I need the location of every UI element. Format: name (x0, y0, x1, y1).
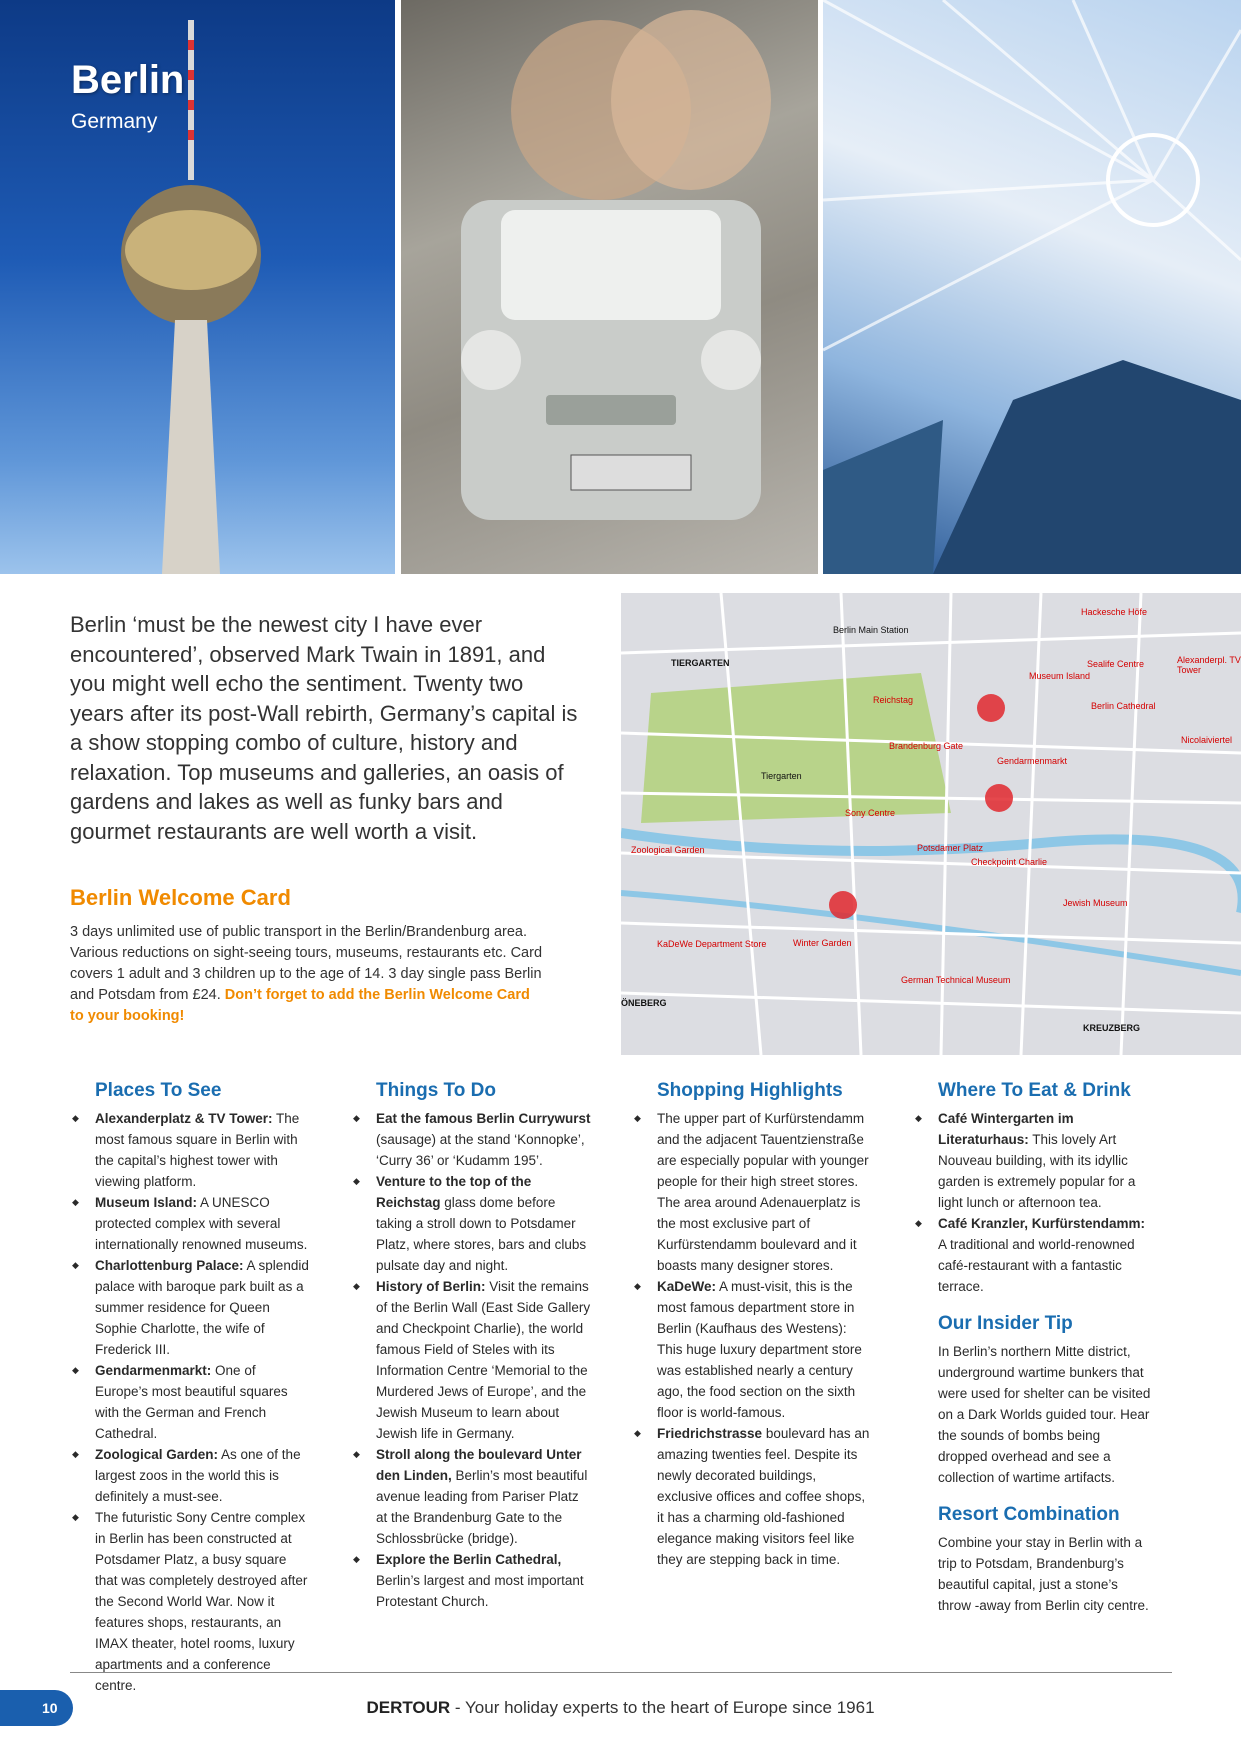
list-item: ◆ History of Berlin: Visit the remains of the Berlin Wall (East Side Gallery and Checkpoint Charlie), the world famous Field of Steles with its Information Centre ‘Memorial to the Murdered Jews of Europe’, and the Jewish Museum to learn about Jewish life in Germany. (351, 1276, 591, 1444)
shopping-column (632, 1080, 872, 1570)
list-item: ◆ The futuristic Sony Centre complex in Berlin has been constructed at Potsdamer Platz, a busy square that was completely destroyed after the Second World War. Now it features shops, restaurants, an IMAX theater, hotel rooms, luxury apartments and a conference centre. (70, 1507, 310, 1696)
map-district: Berlin Main Station (833, 625, 909, 635)
map-label: Sealife Centre (1087, 659, 1145, 669)
resort-combination-heading: Resort Combination (938, 1504, 1120, 1525)
places-heading: Places To See (95, 1080, 222, 1101)
footer-divider (70, 1672, 1172, 1673)
things-list (351, 1108, 591, 1612)
tv-tower-photo (0, 0, 395, 574)
list-item: ◆ Zoological Garden: As one of the largest zoos in the world this is definitely a must-see. (70, 1444, 310, 1507)
map-label: Berlin Cathedral (1091, 701, 1156, 711)
map-label: German Technical Museum (901, 975, 1011, 985)
sony-centre-photo (823, 0, 1241, 574)
berlin-wall-trabant-photo (401, 0, 818, 574)
map-label: KaDeWe Department Store (657, 939, 767, 949)
map-label: Winter Garden (793, 938, 852, 948)
map-label: Alexanderpl. TV Tower (1177, 655, 1241, 675)
footer-tagline (0, 1698, 1241, 1718)
list-item: ◆ Alexanderplatz & TV Tower: The most famous square in Berlin with the capital’s highest tower with viewing platform. (70, 1108, 310, 1192)
intro-paragraph: Berlin ‘must be the newest city I have ever encountered’, observed Mark Twain in 1891, and you might well echo the sentiment. Twenty two years after its post-Wall rebirth, Germany’s capital is a show stopping combo of culture, history and relaxation. Top museums and galleries, an oasis of gardens and lakes as well as funky bars and gourmet restaurants are well worth a visit. (70, 612, 578, 844)
trabant-mural-illustration (401, 0, 818, 574)
map-district: KREUZBERG (1083, 1023, 1141, 1033)
list-item: ◆ Museum Island: A UNESCO protected complex with several internationally renowned museums. (70, 1192, 310, 1255)
map-label: Jewish Museum (1063, 898, 1128, 908)
insider-tip-text: In Berlin’s northern Mitte district, underground wartime bunkers that were used for shelter can be visited on a Dark Worlds guided tour. Hear the sounds of bombs being dropped overhead and see a collection of wartime artifacts. (938, 1344, 1151, 1485)
welcome-card-body: 3 days unlimited use of public transport in the Berlin/Brandenburg area. Various reductions on sight-seeing tours, museums, restaurants etc. Card covers 1 adult and 3 children up to the age of 14. 3 day single pass Berlin and Potsdam from £24. (70, 924, 543, 1003)
map-label: Zoological Garden (631, 845, 705, 855)
map-label: Potsdamer Platz (917, 843, 984, 853)
page-subtitle: Germany (71, 110, 158, 133)
map-district: TIERGARTEN (671, 658, 730, 668)
eat-drink-column (913, 1080, 1153, 1628)
list-item: ◆ The upper part of Kurfürstendamm and the adjacent Tauentzienstraße are especially popular with younger people for their high street stores. The area around Adenauerplatz is the most exclusive part of Kurfürstendamm boulevard and it boasts many designer stores. (632, 1108, 872, 1276)
things-heading: Things To Do (376, 1080, 496, 1101)
places-to-see-column (70, 1080, 310, 1696)
welcome-card-cta: Don’t forget to add the Berlin Welcome Card to your booking! (70, 987, 530, 1024)
list-item: ◆ Café Kranzler, Kurfürstendamm: A traditional and world-renowned café-restaurant with a fantastic terrace. (913, 1213, 1153, 1297)
list-item: ◆ Venture to the top of the Reichstag glass dome before taking a stroll down to Potsdamer Platz, where stores, bars and clubs pulsate day and night. (351, 1171, 591, 1276)
page-number: 10 (0, 1690, 73, 1726)
places-list (70, 1108, 310, 1696)
list-item: ◆ Café Wintergarten im Literaturhaus: This lovely Art Nouveau building, with its idyllic garden is extremely popular for a light lunch or afternoon tea. (913, 1108, 1153, 1213)
map-district: ÖNEBERG (621, 998, 667, 1008)
resort-combination-text: Combine your stay in Berlin with a trip to Potsdam, Brandenburg’s beautiful capital, just a stone’s throw -away from Berlin city centre. (938, 1535, 1149, 1613)
welcome-card-text (70, 922, 545, 1027)
list-item: ◆ Stroll along the boulevard Unter den Linden, Berlin’s most beautiful avenue leading from Pariser Platz at the Brandenburg Gate to the Schlossbrücke (bridge). (351, 1444, 591, 1549)
footer-brand: DERTOUR (366, 1698, 451, 1717)
shopping-heading: Shopping Highlights (657, 1080, 843, 1101)
map-label: Brandenburg Gate (889, 741, 964, 751)
map-district: Tiergarten (761, 771, 802, 781)
list-item: ◆ Explore the Berlin Cathedral, Berlin’s largest and most important Protestant Church. (351, 1549, 591, 1612)
city-map (621, 593, 1241, 1055)
tv-tower-illustration (0, 0, 395, 574)
welcome-card-heading: Berlin Welcome Card (70, 885, 291, 910)
map-label: Hackesche Höfe (1081, 607, 1148, 617)
list-item: ◆ Charlottenburg Palace: A splendid palace with baroque park built as a summer residence for Queen Sophie Charlotte, the wife of Frederick III. (70, 1255, 310, 1360)
eat-heading: Where To Eat & Drink (938, 1080, 1131, 1101)
page-title: Berlin (71, 58, 185, 102)
list-item: ◆ Eat the famous Berlin Currywurst (sausage) at the stand ‘Konnopke’, ‘Curry 36’ or ‘Kudamm 195’. (351, 1108, 591, 1171)
map-label: Museum Island (1029, 671, 1091, 681)
map-label: Reichstag (873, 695, 914, 705)
insider-tip-heading: Our Insider Tip (938, 1313, 1073, 1334)
things-to-do-column (351, 1080, 591, 1612)
map-label: Nicolaiviertel (1181, 735, 1233, 745)
map-label: Gendarmenmarkt (997, 756, 1068, 766)
map-label: Sony Centre (845, 808, 896, 818)
footer-text: - Your holiday experts to the heart of Europe since 1961 (450, 1698, 875, 1717)
sony-centre-roof-illustration (823, 0, 1241, 574)
shopping-list (632, 1108, 872, 1570)
list-item: ◆ Friedrichstrasse boulevard has an amazing twenties feel. Despite its newly decorated buildings, exclusive offices and coffee shops, it has a charming old-fashioned elegance making visitors feel like they are stepping back in time. (632, 1423, 872, 1570)
map-label: Checkpoint Charlie (971, 857, 1048, 867)
eat-list (913, 1108, 1153, 1297)
list-item: ◆ Gendarmenmarkt: One of Europe’s most beautiful squares with the German and French Cathedral. (70, 1360, 310, 1444)
list-item: ◆ KaDeWe: A must-visit, this is the most famous department store in Berlin (Kaufhaus des Westens): This huge luxury department store was established nearly a century ago, the food section on the sixth floor is world-famous. (632, 1276, 872, 1423)
